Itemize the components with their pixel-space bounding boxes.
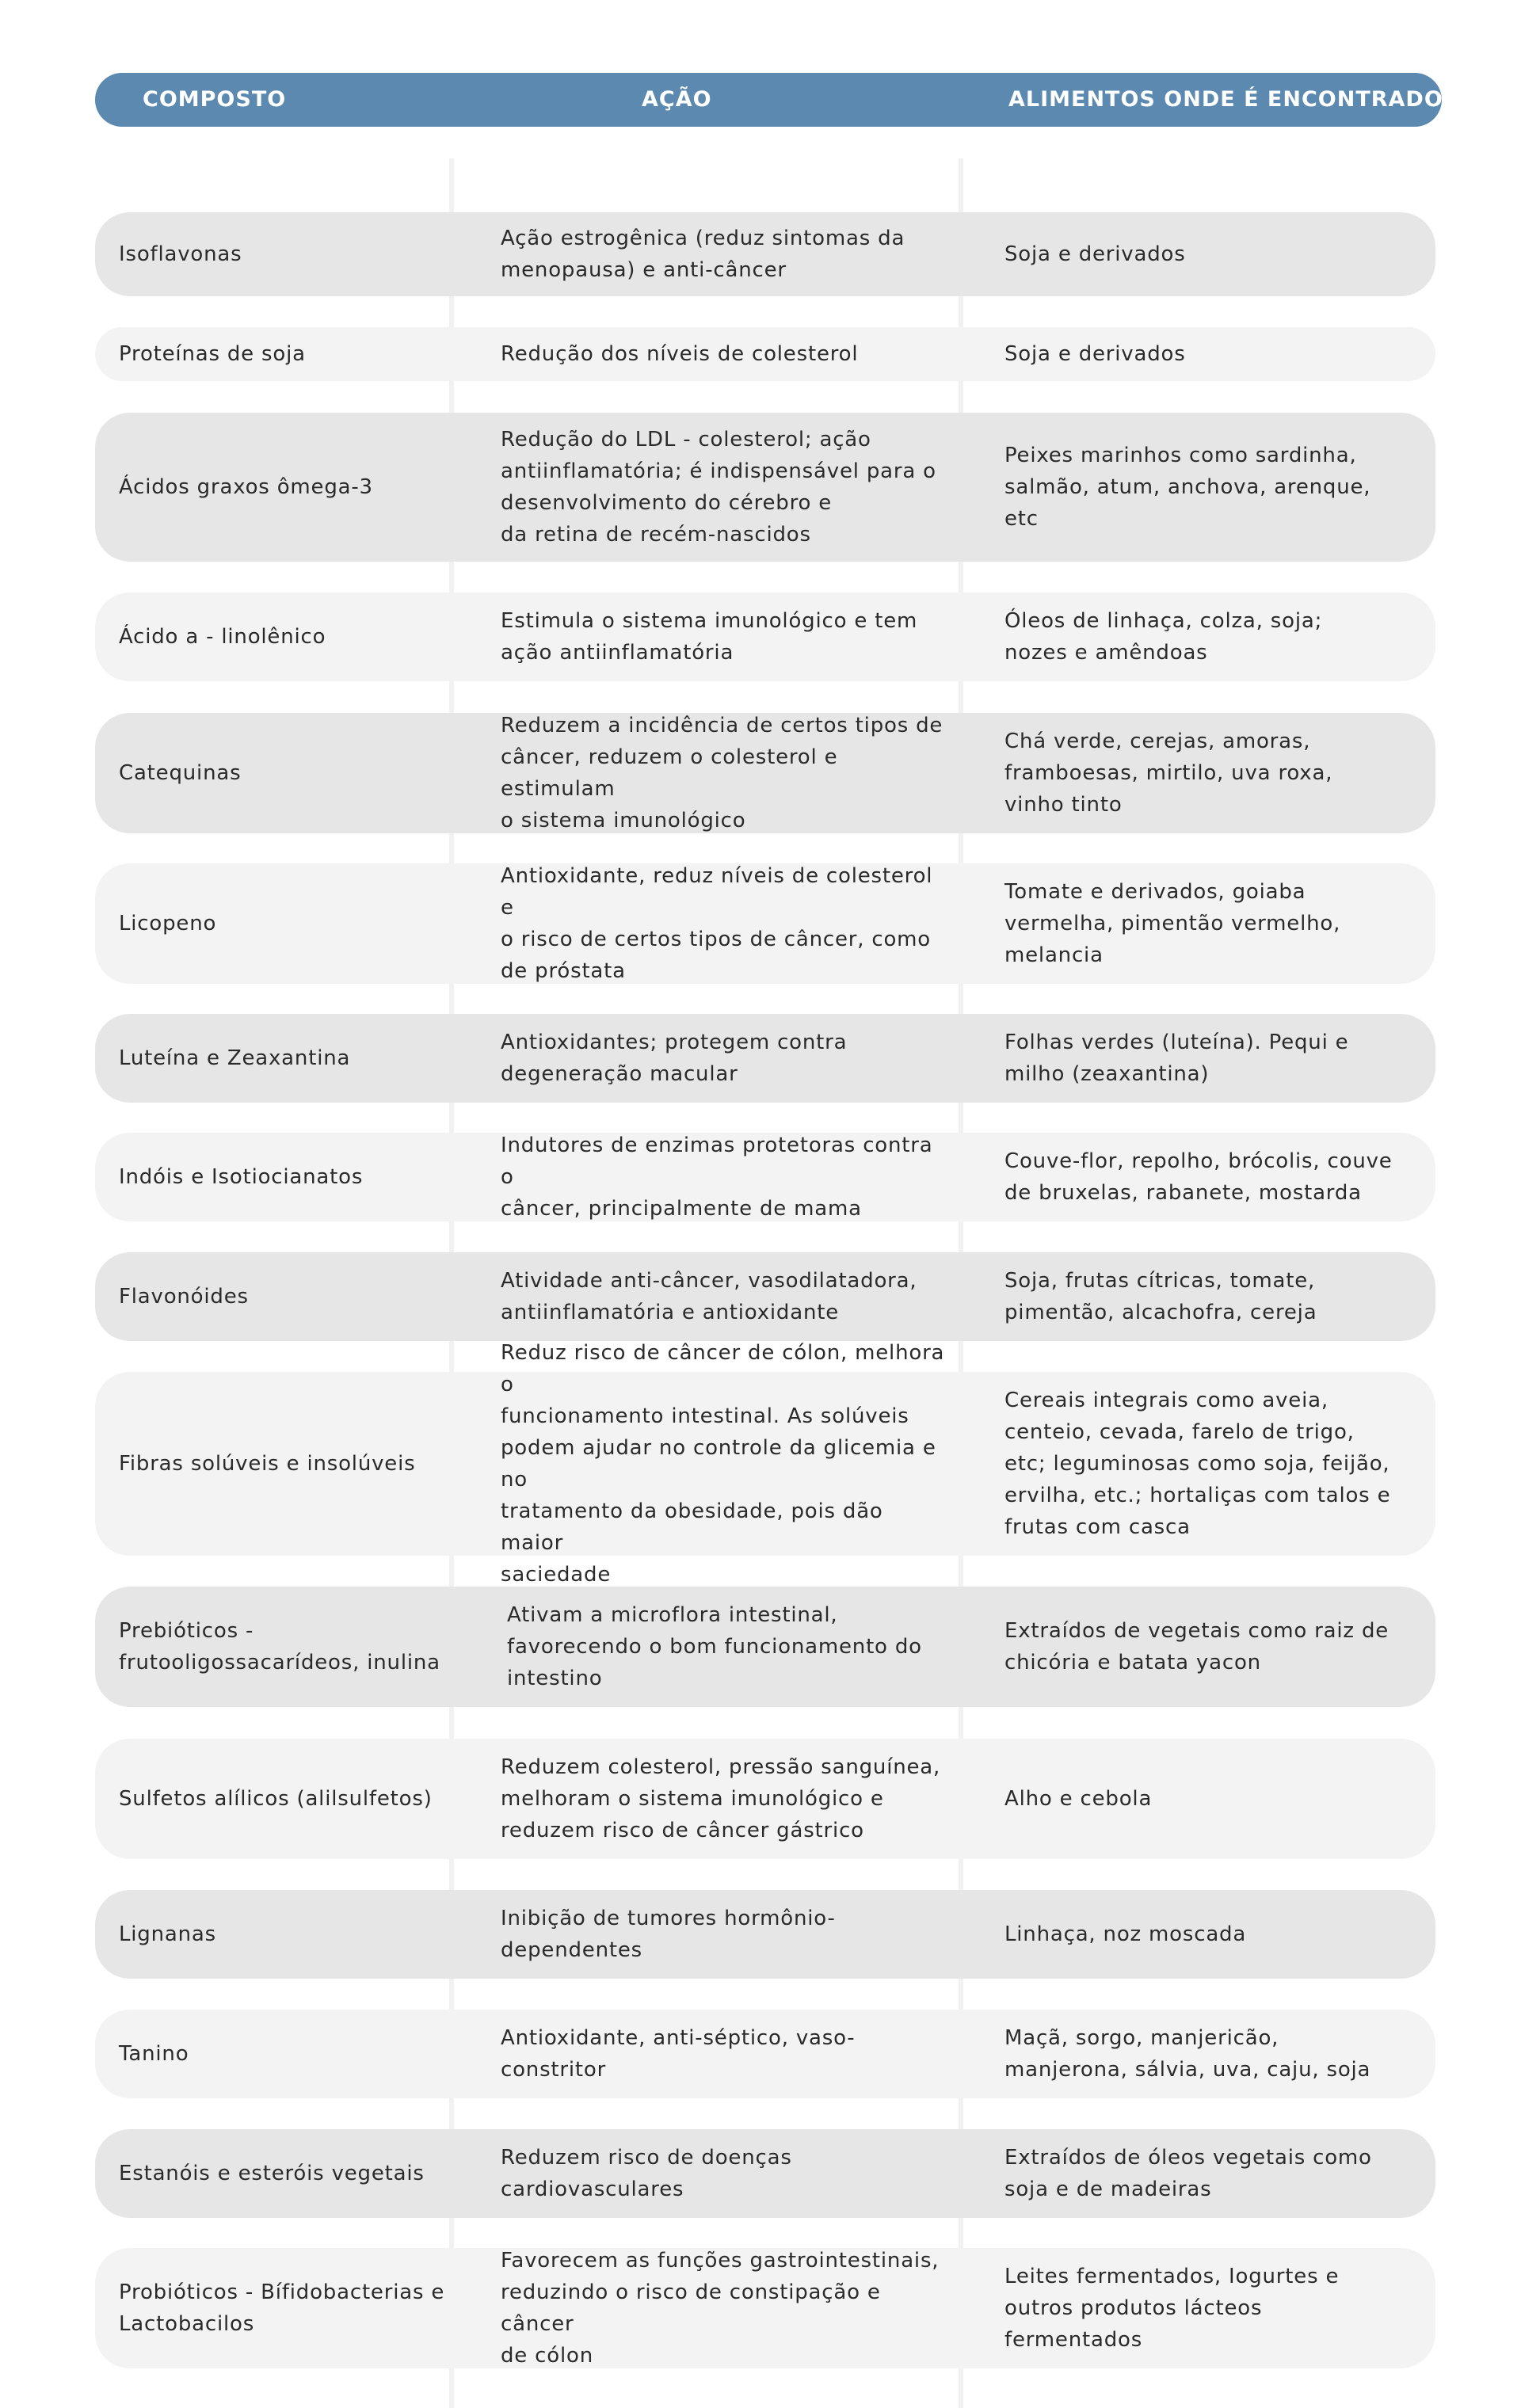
cell-action: Ativam a microflora intestinal, favorecendo o bom funcionamento do intestino [507, 1603, 922, 1690]
cell-action: Reduzem colesterol, pressão sanguínea, melhoram o sistema imunológico e reduzem risco de câncer gástrico [501, 1755, 941, 1842]
cell-compound: Lignanas [119, 1922, 216, 1946]
cell-foods: Cereais integrais como aveia, centeio, cevada, farelo de trigo, etc; leguminosas como soja, feijão, ervilha, etc.; hortaliças com talos e frutas com casca [1004, 1389, 1391, 1539]
cell-compound: Luteína e Zeaxantina [119, 1046, 351, 1070]
cell-action: Reduzem risco de doenças cardiovasculares [501, 2146, 792, 2201]
cell-compound: Indóis e Isotiocianatos [119, 1165, 364, 1189]
table-row [95, 327, 1435, 381]
cell-action: Atividade anti-câncer, vasodilatadora, antiinflamatória e antioxidante [501, 1269, 917, 1324]
table-row [95, 863, 1435, 984]
cell-compound: Licopeno [119, 912, 217, 935]
cell-foods: Folhas verdes (luteína). Pequi e milho (zeaxantina) [1004, 1031, 1349, 1086]
cell-foods: Tomate e derivados, goiaba vermelha, pimentão vermelho, melancia [1004, 880, 1341, 967]
header-compound: COMPOSTO [143, 87, 287, 112]
header-action: AÇÃO [642, 87, 712, 112]
table-header [95, 73, 1442, 127]
table-row [95, 1587, 1435, 1707]
cell-compound: Probióticos - Bífidobacterias e Lactobacilos [119, 2280, 445, 2336]
table-row [95, 1739, 1435, 1859]
cell-compound: Catequinas [119, 761, 242, 785]
table-row [95, 1133, 1435, 1221]
cell-foods: Soja, frutas cítricas, tomate, pimentão, alcachofra, cereja [1004, 1269, 1317, 1324]
cell-compound: Estanóis e esteróis vegetais [119, 2162, 425, 2185]
table-row [95, 2248, 1435, 2368]
cell-compound: Prebióticos - frutooligossacarídeos, inulina [119, 1619, 440, 1675]
cell-compound: Ácido a - linolênico [119, 625, 326, 649]
cell-foods: Maçã, sorgo, manjericão, manjerona, sálvia, uva, caju, soja [1004, 2026, 1371, 2082]
cell-action: Reduz risco de câncer de cólon, melhora o funcionamento intestinal. As solúveis podem ajudar no controle da glicemia e no tratamento da obesidade, pois dão maior saciedade [501, 1341, 945, 1587]
cell-foods: Extraídos de vegetais como raiz de chicória e batata yacon [1004, 1619, 1389, 1675]
table-row [95, 592, 1435, 681]
table-row [95, 413, 1435, 562]
table-row [95, 2129, 1435, 2218]
cell-foods: Óleos de linhaça, colza, soja; nozes e amêndoas [1004, 609, 1323, 665]
table-row [95, 1014, 1435, 1103]
cell-action: Indutores de enzimas protetoras contra o câncer, principalmente de mama [501, 1134, 933, 1221]
cell-foods: Soja e derivados [1004, 242, 1186, 266]
functional-foods-table [95, 73, 1443, 2368]
cell-compound: Ácidos graxos ômega-3 [119, 475, 373, 499]
cell-action: Reduzem a incidência de certos tipos de câncer, reduzem o colesterol e estimulam o sistema imunológico [501, 714, 943, 833]
cell-action: Antioxidantes; protegem contra degeneração macular [501, 1031, 848, 1086]
cell-compound: Flavonóides [119, 1285, 249, 1309]
cell-foods: Chá verde, cerejas, amoras, framboesas, mirtilo, uva roxa, vinho tinto [1004, 730, 1333, 817]
cell-action: Redução do LDL - colesterol; ação antiinflamatória; é indispensável para o desenvolvimento do cérebro e da retina de recém-nascidos [501, 428, 936, 547]
table-row [95, 212, 1435, 296]
cell-foods: Extraídos de óleos vegetais como soja e de madeiras [1004, 2146, 1372, 2201]
cell-compound: Proteínas de soja [119, 342, 306, 366]
cell-foods: Soja e derivados [1004, 342, 1186, 366]
cell-action: Favorecem as funções gastrointestinais, reduzindo o risco de constipação e câncer de cólon [501, 2249, 940, 2368]
table-row [95, 1890, 1435, 1979]
cell-action: Estimula o sistema imunológico e tem ação antiinflamatória [501, 609, 918, 665]
cell-foods: Alho e cebola [1004, 1787, 1153, 1811]
cell-foods: Leites fermentados, Iogurtes e outros produtos lácteos fermentados [1004, 2265, 1340, 2352]
cell-compound: Fibras solúveis e insolúveis [119, 1452, 416, 1476]
cell-foods: Couve-flor, repolho, brócolis, couve de bruxelas, rabanete, mostarda [1004, 1149, 1393, 1205]
table-row [95, 713, 1435, 833]
cell-action: Antioxidante, reduz níveis de colesterol e o risco de certos tipos de câncer, como de próstata [501, 864, 933, 983]
cell-action: Inibição de tumores hormônio- dependentes [501, 1907, 836, 1962]
table-row [95, 1252, 1435, 1341]
cell-foods: Linhaça, noz moscada [1004, 1922, 1247, 1946]
cell-compound: Sulfetos alílicos (alilsulfetos) [119, 1787, 433, 1811]
cell-compound: Tanino [119, 2042, 189, 2066]
table-row [95, 1341, 1435, 1587]
cell-action: Redução dos níveis de colesterol [501, 342, 859, 366]
cell-foods: Peixes marinhos como sardinha, salmão, atum, anchova, arenque, etc [1004, 444, 1371, 531]
cell-compound: Isoflavonas [119, 242, 242, 266]
cell-action: Antioxidante, anti-séptico, vaso- constritor [501, 2026, 856, 2082]
table-row [95, 2010, 1435, 2098]
header-foods: ALIMENTOS ONDE É ENCONTRADO [1008, 87, 1443, 112]
cell-action: Ação estrogênica (reduz sintomas da menopausa) e anti-câncer [501, 227, 905, 282]
